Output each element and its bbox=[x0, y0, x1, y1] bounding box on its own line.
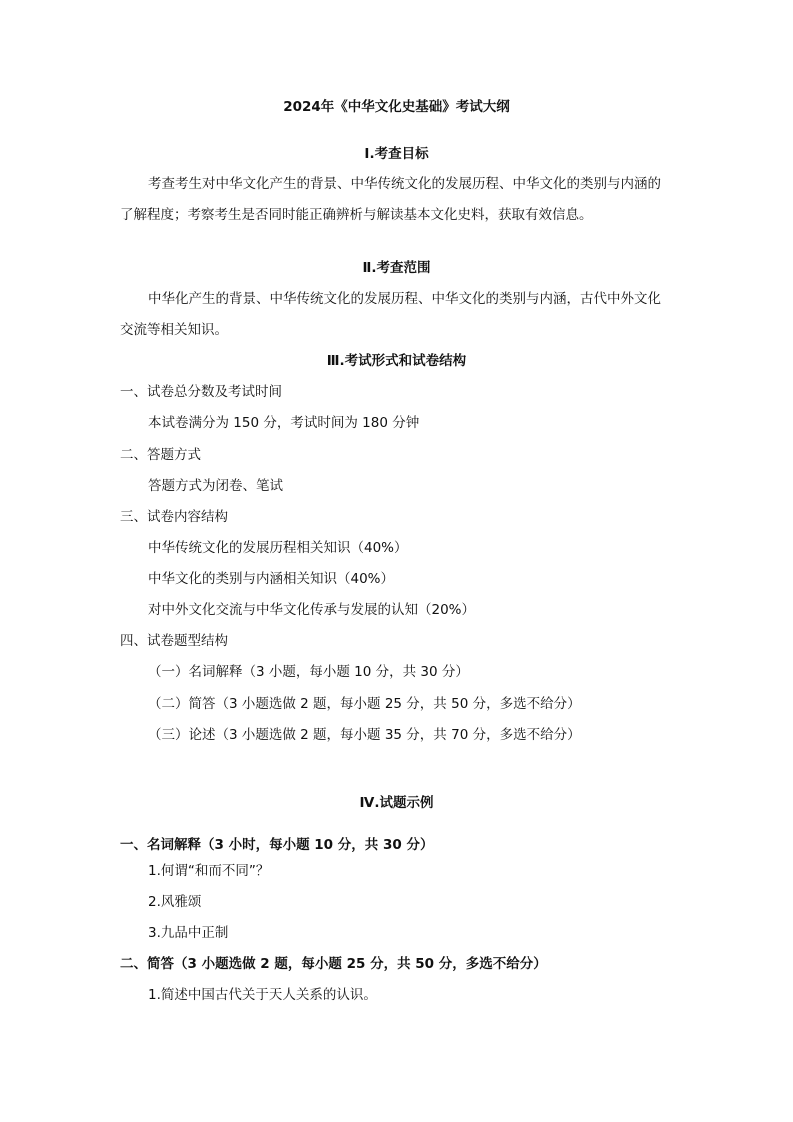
question-part-heading: 一、名词解释（3 小时，每小题 10 分，共 30 分） bbox=[120, 837, 434, 853]
list-subitem: 中华传统文化的发展历程相关知识（40%） bbox=[148, 540, 408, 556]
list-subitem: （二）简答（3 小题选做 2 题，每小题 25 分，共 50 分，多选不给分） bbox=[148, 696, 581, 712]
paragraph-line: 了解程度；考察考生是否同时能正确辨析与解读基本文化史料，获取有效信息。 bbox=[120, 207, 593, 223]
list-subitem: 中华文化的类别与内涵相关知识（40%） bbox=[148, 571, 395, 587]
section-heading-3: Ⅲ.考试形式和试卷结构 bbox=[326, 353, 467, 369]
section-heading-4: Ⅳ.试题示例 bbox=[359, 795, 434, 811]
section-heading-1: Ⅰ.考查目标 bbox=[364, 146, 429, 162]
question-item: 1.简述中国古代关于天人关系的认识。 bbox=[148, 987, 377, 1003]
list-item: 三、试卷内容结构 bbox=[120, 509, 228, 525]
paragraph-line: 交流等相关知识。 bbox=[120, 322, 228, 338]
paragraph-line: 考查考生对中华文化产生的背景、中华传统文化的发展历程、中华文化的类别与内涵的 bbox=[148, 176, 661, 192]
question-item: 3.九品中正制 bbox=[148, 925, 229, 941]
section-heading-2: Ⅱ.考查范围 bbox=[362, 260, 431, 276]
list-subitem: 本试卷满分为 150 分，考试时间为 180 分钟 bbox=[148, 415, 420, 431]
list-item: 四、试卷题型结构 bbox=[120, 633, 228, 649]
list-item: 一、试卷总分数及考试时间 bbox=[120, 384, 282, 400]
question-part-heading: 二、简答（3 小题选做 2 题，每小题 25 分，共 50 分，多选不给分） bbox=[120, 956, 547, 972]
question-item: 2.风雅颂 bbox=[148, 894, 202, 910]
question-item: 1.何谓“和而不同”？ bbox=[148, 863, 270, 879]
list-item: 二、答题方式 bbox=[120, 447, 201, 463]
paragraph-line: 中华化产生的背景、中华传统文化的发展历程、中华文化的类别与内涵，古代中外文化 bbox=[148, 291, 661, 307]
document-title: 2024年《中华文化史基础》考试大纲 bbox=[283, 99, 510, 115]
list-subitem: （三）论述（3 小题选做 2 题，每小题 35 分，共 70 分，多选不给分） bbox=[148, 727, 581, 743]
list-subitem: （一）名词解释（3 小题，每小题 10 分，共 30 分） bbox=[148, 664, 469, 680]
list-subitem: 对中外文化交流与中华文化传承与发展的认知（20%） bbox=[148, 602, 476, 618]
list-subitem: 答题方式为闭卷、笔试 bbox=[148, 478, 283, 494]
